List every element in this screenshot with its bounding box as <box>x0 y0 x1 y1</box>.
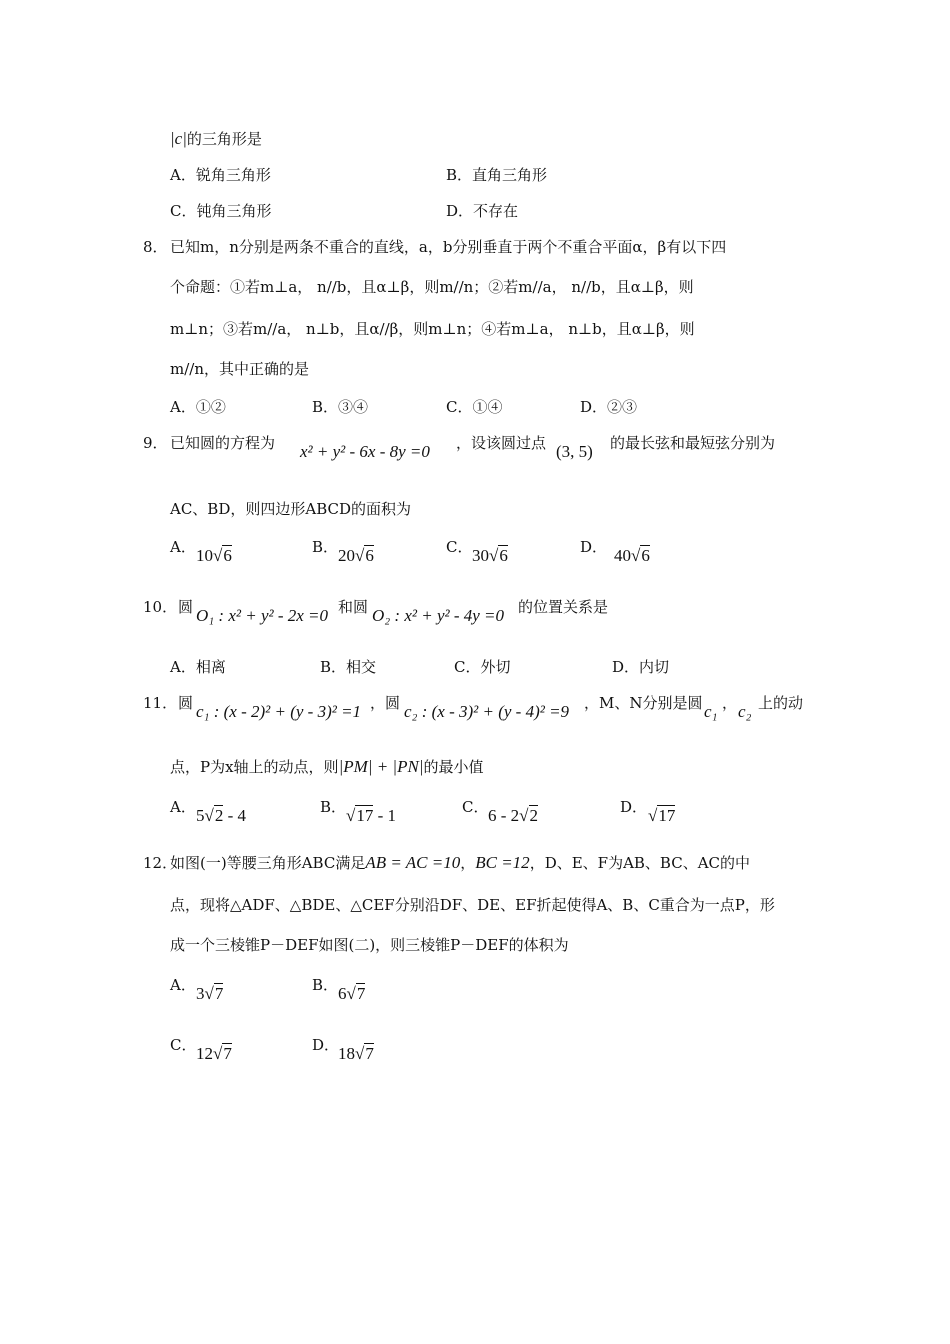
q9-equation: x² + y² - 6x - 8y =0 <box>300 442 430 461</box>
q12-option-c-radicand: 7 <box>223 1044 232 1063</box>
q9-option-a-value <box>196 546 232 566</box>
q10-text-a: 圆 <box>178 598 194 616</box>
q10-option-a: A．相离 <box>170 658 226 676</box>
q11-sep: ， <box>722 694 738 712</box>
q10-text-c: 的位置关系是 <box>518 598 609 616</box>
q12-option-b-radicand: 7 <box>356 984 366 1003</box>
q11-option-b-post: - 1 <box>373 806 397 825</box>
q12-option-c-value <box>196 1044 232 1064</box>
q11-option-a-label: A． <box>170 798 196 816</box>
sqrt-icon: √ <box>346 984 356 1003</box>
sqrt-icon: √ <box>213 546 223 565</box>
q11-option-b-radicand: 17 <box>356 806 374 825</box>
q8-line2: 个命题：①若m⊥a， n//b，且α⊥β，则m//n；②若m//a， n//b，且α⊥β，则 <box>170 278 694 296</box>
q8-line1: 已知m，n分别是两条不重合的直线，a，b分别垂直于两个不重合平面α，β有以下四 <box>170 238 727 256</box>
q9-option-b-coef: 20 <box>338 546 355 565</box>
q11-line2-a: 点，P为x轴上的动点，则 <box>170 758 339 776</box>
q8-option-c: C．①④ <box>446 398 503 416</box>
sqrt-icon: √ <box>213 1044 223 1063</box>
q12-text-a: 如图(一)等腰三角形ABC满足 <box>170 854 366 872</box>
q9-option-c-value <box>472 546 508 566</box>
q11-text-a: 圆 <box>178 694 194 712</box>
q11-line2 <box>170 756 484 777</box>
sqrt-icon: √ <box>489 546 499 565</box>
q7-option-b: B．直角三角形 <box>446 166 548 184</box>
q11-option-a-post: - 4 <box>223 806 247 825</box>
q11-option-c-value <box>488 806 538 826</box>
q11-text-d: 上的动 <box>758 694 804 712</box>
q9-text-c: 的最长弦和最短弦分别为 <box>610 434 776 452</box>
sqrt-icon: √ <box>648 806 658 825</box>
q12-text-b: ，D、E、F为AB、BC、AC的中 <box>529 854 751 872</box>
q12-number: 12． <box>143 854 178 872</box>
q9-option-c-label: C． <box>446 538 473 556</box>
q9-option-a-coef: 10 <box>196 546 213 565</box>
q7-tail-text: 的三角形是 <box>186 130 262 148</box>
q11-option-d-label: D． <box>620 798 648 816</box>
q8-option-b: B．③④ <box>312 398 369 416</box>
q12-line1 <box>170 852 750 873</box>
q10-equation-2: O₂ : x² + y² - 4y =0 <box>372 606 505 625</box>
q11-option-a-pre: 5 <box>196 806 205 825</box>
q12-option-a-label: A． <box>170 976 196 994</box>
q11-option-d-value <box>648 806 675 826</box>
q10-number: 10． <box>143 598 178 616</box>
q9-option-a-radicand: 6 <box>223 546 232 565</box>
q11-equation-2: c₂ : (x - 3)² + (y - 4)² =9 <box>404 702 570 721</box>
q12-option-d-value <box>338 1044 374 1064</box>
q8-number: 8． <box>143 238 168 256</box>
sqrt-icon: √ <box>204 984 214 1003</box>
q11-option-a-value <box>196 806 246 826</box>
sqrt-icon: √ <box>204 806 214 825</box>
q12-option-a-value <box>196 984 223 1004</box>
q11-c1: c₁ <box>704 702 718 721</box>
q12-equation-1: AB = AC =10 <box>365 853 461 872</box>
q12-option-a-radicand: 7 <box>214 984 224 1003</box>
q12-option-d-radicand: 7 <box>365 1044 374 1063</box>
q10-equation-1: O₁ : x² + y² - 2x =0 <box>196 606 329 625</box>
q9-option-b-radicand: 6 <box>365 546 374 565</box>
q9-number: 9． <box>143 434 168 452</box>
q12-option-a-coef: 3 <box>196 984 205 1003</box>
q7-option-d: D．不存在 <box>446 202 519 220</box>
q10-option-b: B．相交 <box>320 658 377 676</box>
q12-option-c-label: C． <box>170 1036 197 1054</box>
q8-line4: m//n，其中正确的是 <box>170 360 309 378</box>
q11-number: 11． <box>143 694 178 712</box>
q10-text-b: 和圆 <box>338 598 369 616</box>
q9-text-b: ，设该圆过点 <box>456 434 547 452</box>
q11-c2: c₂ <box>738 702 752 721</box>
sqrt-icon: √ <box>346 806 356 825</box>
q7-abs-c: |c| <box>170 129 187 148</box>
q9-option-d-label: D． <box>580 538 608 556</box>
q9-line2: AC、BD，则四边形ABCD的面积为 <box>170 500 411 518</box>
q9-option-b-label: B． <box>312 538 339 556</box>
q11-option-d-radicand: 17 <box>658 806 676 825</box>
q11-text-b: ，圆 <box>370 694 401 712</box>
q7-option-a: A．锐角三角形 <box>170 166 271 184</box>
q11-option-c-pre: 6 - 2 <box>488 806 520 825</box>
q12-option-d-label: D． <box>312 1036 340 1054</box>
q12-line2: 点，现将△ADF、△BDE、△CEF分别沿DF、DE、EF折起使得A、B、C重合为一点P，形 <box>170 896 775 914</box>
q9-option-d-coef: 40 <box>614 546 631 565</box>
q12-option-d-coef: 18 <box>338 1044 355 1063</box>
q7-tail <box>170 128 262 149</box>
q9-option-a-label: A． <box>170 538 196 556</box>
q11-option-b-label: B． <box>320 798 347 816</box>
sqrt-icon: √ <box>631 546 641 565</box>
q12-equation-2: BC =12 <box>475 853 530 872</box>
q9-point: (3, 5) <box>556 442 593 461</box>
q10-option-c: C．外切 <box>454 658 511 676</box>
q7-option-c: C．钝角三角形 <box>170 202 272 220</box>
q11-text-c: ，M、N分别是圆 <box>584 694 703 712</box>
q12-option-b-coef: 6 <box>338 984 347 1003</box>
q9-option-d-value <box>614 546 650 566</box>
q12-option-b-label: B． <box>312 976 339 994</box>
q11-line2-b: 的最小值 <box>423 758 484 776</box>
q9-option-d-radicand: 6 <box>641 546 650 565</box>
q8-option-a: A．①② <box>170 398 226 416</box>
q10-option-d: D．内切 <box>612 658 670 676</box>
q12-option-c-coef: 12 <box>196 1044 213 1063</box>
sqrt-icon: √ <box>519 806 529 825</box>
q11-option-c-label: C． <box>462 798 489 816</box>
q11-option-b-value <box>346 806 396 826</box>
q9-option-c-coef: 30 <box>472 546 489 565</box>
q11-equation-1: c₁ : (x - 2)² + (y - 3)² =1 <box>196 702 362 721</box>
q12-option-b-value <box>338 984 365 1004</box>
q9-text-a: 已知圆的方程为 <box>170 434 276 452</box>
sqrt-icon: √ <box>355 1044 365 1063</box>
q12-line3: 成一个三棱锥P－DEF如图(二)，则三棱锥P－DEF的体积为 <box>170 936 569 954</box>
q11-option-a-radicand: 2 <box>214 806 224 825</box>
q9-option-c-radicand: 6 <box>499 546 508 565</box>
q12-sep: ， <box>460 854 476 872</box>
sqrt-icon: √ <box>355 546 365 565</box>
q11-line2-expr: |PM| + |PN| <box>338 757 424 776</box>
q11-option-c-radicand: 2 <box>529 806 539 825</box>
q8-line3: m⊥n；③若m//a， n⊥b，且α//β，则m⊥n；④若m⊥a， n⊥b，且α⊥β，则 <box>170 320 695 338</box>
q9-option-b-value <box>338 546 374 566</box>
q8-option-d: D．②③ <box>580 398 638 416</box>
